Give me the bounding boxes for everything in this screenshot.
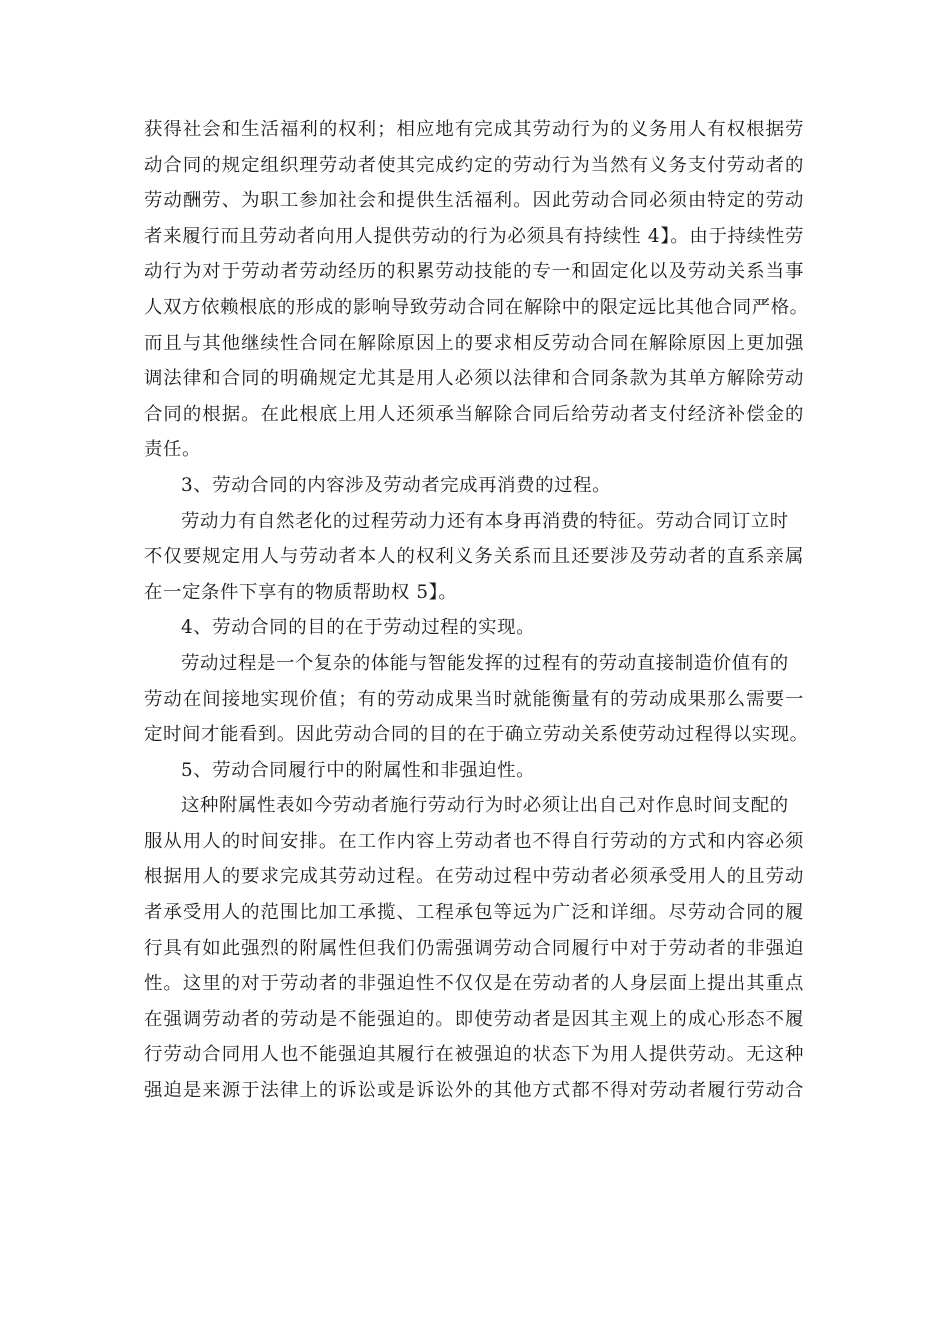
text-line: 获得社会和生活福利的权利；相应地有完成其劳动行为的义务用人有权根据劳 — [144, 119, 804, 140]
text-line: 调法律和合同的明确规定尤其是用人必须以法律和合同条款为其单方解除劳动 — [144, 368, 804, 390]
text-line: 这种附属性表如今劳动者施行劳动行为时必须让出自己对作息时间支配的 — [181, 795, 789, 817]
text-line: 在强调劳动者的劳动是不能强迫的。即使劳动者是因其主观上的成心形态不履 — [144, 1008, 804, 1030]
text-line: 合同的根据。在此根底上用人还须承当解除合同后给劳动者支付经济补偿金的 — [144, 403, 804, 425]
text-line: 在一定条件下享有的物质帮助权 5】。 — [144, 581, 458, 603]
text-line: 者来履行而且劳动者向用人提供劳动的行为必须具有持续性 4】。由于持续性劳 — [144, 225, 804, 247]
text-line: 而且与其他继续性合同在解除原因上的要求相反劳动合同在解除原因上更加强 — [144, 332, 804, 354]
text-line: 动合同的规定组织理劳动者使其完成约定的劳动行为当然有义务支付劳动者的 — [144, 154, 804, 176]
section-heading: 4、劳动合同的目的在于劳动过程的实现。 — [181, 617, 536, 639]
text-line: 强迫是来源于法律上的诉讼或是诉讼外的其他方式都不得对劳动者履行劳动合 — [144, 1080, 804, 1102]
section-heading: 3、劳动合同的内容涉及劳动者完成再消费的过程。 — [181, 474, 612, 496]
text-line: 劳动酬劳、为职工参加社会和提供生活福利。因此劳动合同必须由特定的劳动 — [144, 190, 804, 212]
text-line: 性。这里的对于劳动者的非强迫性不仅仅是在劳动者的人身层面上提出其重点 — [144, 973, 804, 995]
text-line: 责任。 — [144, 439, 201, 461]
text-line: 根据用人的要求完成其劳动过程。在劳动过程中劳动者必须承受用人的且劳动 — [144, 866, 804, 888]
text-line: 行具有如此强烈的附属性但我们仍需强调劳动合同履行中对于劳动者的非强迫 — [144, 937, 804, 959]
text-line: 人双方依赖根底的形成的影响导致劳动合同在解除中的限定远比其他合同严格。 — [144, 296, 809, 318]
text-line: 劳动过程是一个复杂的体能与智能发挥的过程有的劳动直接制造价值有的 — [181, 652, 789, 674]
text-line: 者承受用人的范围比加工承揽、工程承包等远为广泛和详细。尽劳动合同的履 — [144, 902, 804, 924]
text-line: 劳动在间接地实现价值；有的劳动成果当时就能衡量有的劳动成果那么需要一 — [144, 688, 804, 710]
text-line: 行劳动合同用人也不能强迫其履行在被强迫的状态下为用人提供劳动。无这种 — [144, 1044, 804, 1066]
text-line: 服从用人的时间安排。在工作内容上劳动者也不得自行劳动的方式和内容必须 — [144, 830, 804, 852]
text-line: 不仅要规定用人与劳动者本人的权利义务关系而且还要涉及劳动者的直系亲属 — [144, 546, 804, 568]
section-heading: 5、劳动合同履行中的附属性和非强迫性。 — [181, 759, 536, 781]
text-line: 定时间才能看到。因此劳动合同的目的在于确立劳动关系使劳动过程得以实现。 — [144, 724, 809, 746]
text-line: 动行为对于劳动者劳动经历的积累劳动技能的专一和固定化以及劳动关系当事 — [144, 261, 804, 283]
body-text — [144, 112, 809, 1109]
text-line: 劳动力有自然老化的过程劳动力还有本身再消费的特征。劳动合同订立时 — [181, 510, 789, 532]
